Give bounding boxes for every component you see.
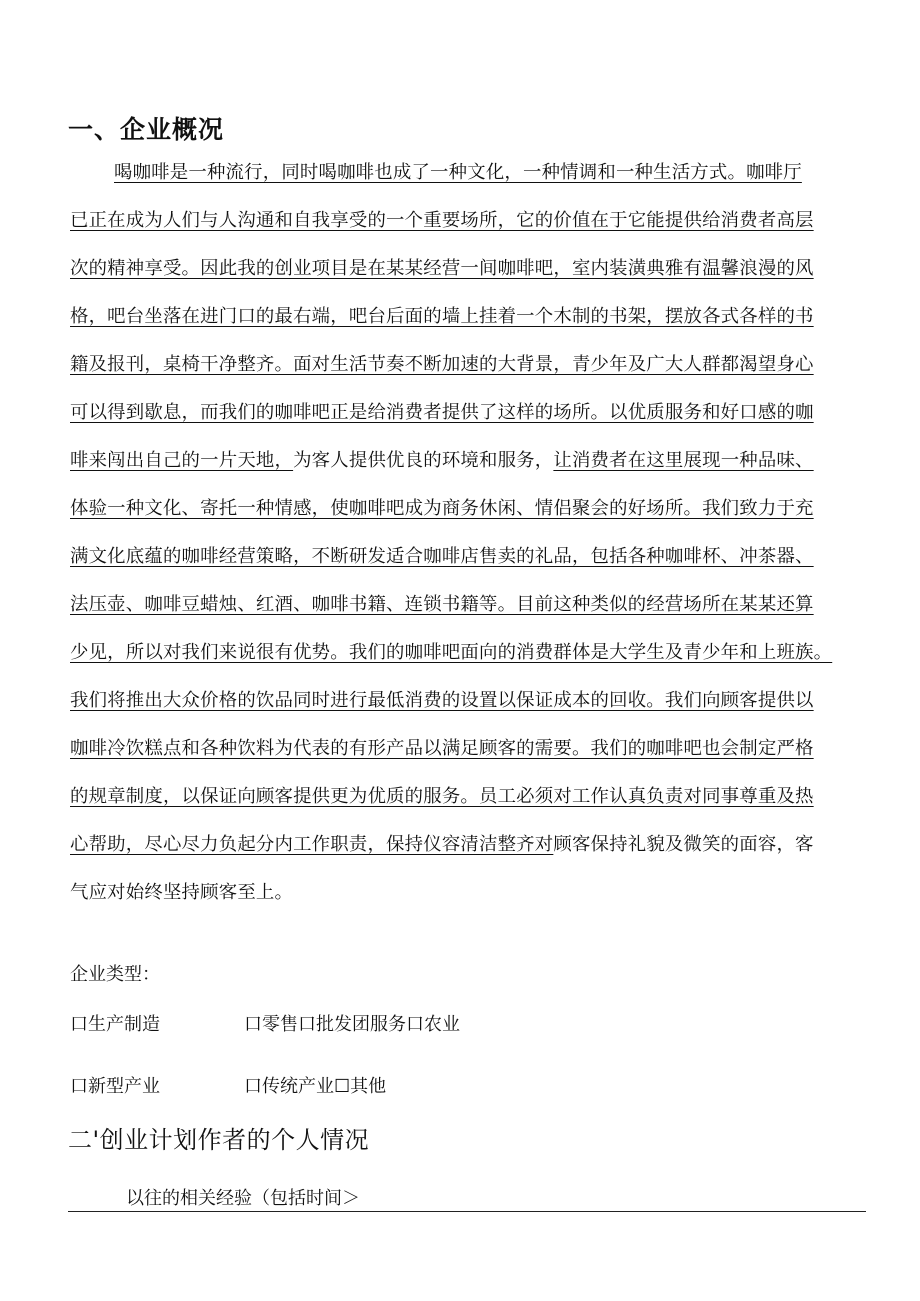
horizontal-rule [68,1211,866,1212]
option-group-retail-wholesale-service-agriculture[interactable]: 口零售口批发团服务口农业 [244,1014,460,1035]
plain-text: 为客人提供优良的环境和服务， [293,450,554,471]
option-group-traditional-other[interactable]: 口传统产业☐其他 [244,1076,387,1097]
paragraph-line [70,688,814,714]
underlined-text: 籍及报刊，桌椅干净整齐。面对生活节奏不断加速的大背景，青少年及广大人群都渴望身心 [70,354,814,375]
paragraph-line [70,208,814,234]
section-2-heading: 二'创业计划作者的个人情况 [68,1126,370,1154]
underlined-text: 的规章制度，以保证向顾客提供更为优质的服务。员工必须对工作认真负责对同事尊重及热 [70,786,814,807]
underlined-text: 体验一种文化、寄托一种情感，使咖啡吧成为商务休闲、情侣聚会的好场所。我们致力于充 [70,498,814,519]
paragraph-line [70,448,814,474]
underlined-text: 满文化底蕴的咖啡经营策略，不断研发适合咖啡店售卖的礼品，包括各种咖啡杯、冲茶器、 [70,546,814,567]
section-2-subheading: 以往的相关经验（包括时间＞ [126,1188,360,1209]
underlined-text: 格，吧台坐落在进门口的最右端，吧台后面的墙上挂着一个木制的书架，摆放各式各样的书 [70,306,814,327]
option-new-industry[interactable]: 口新型产业 [70,1076,160,1097]
option-production-manufacturing[interactable]: 口生产制造 [70,1014,160,1035]
plain-text: 气应对始终坚持顾客至上。 [70,882,294,903]
underlined-text: 已正在成为人们与人沟通和自我享受的一个重要场所，它的价值在于它能提供给消费者高层 [70,210,814,231]
paragraph-line [70,640,832,666]
underlined-text: 啡来闯出自己的一片天地， [70,450,294,471]
underlined-text: 心帮助，尽心尽力负起分内工作职责，保持仪容清洁整齐对 [70,834,554,855]
underlined-text: 咖啡冷饮糕点和各种饮料为代表的有形产品以满足顾客的需要。我们的咖啡吧也会制定严格 [70,738,814,759]
underlined-text: 少见，所以对我们来说很有优势。我们的咖啡吧面向的消费群体是大学生及青少年和上班族。 [70,642,833,663]
paragraph-line [70,784,814,810]
underlined-text: 我们将推出大众价格的饮品同时进行最低消费的设置以保证成本的回收。我们向顾客提供以 [70,690,814,711]
paragraph-line [70,736,814,762]
underlined-text: 喝咖啡是一种流行，同时喝咖啡也成了一种文化，一种情调和一种生活方式。咖啡厅 [114,162,802,183]
section-1-heading: 一、企业概况 [68,115,225,144]
plain-text: 顾客保持礼貌及微笑的面容，客 [553,834,814,855]
underlined-text: 让消费者在这里展现一种品味、 [553,450,814,471]
underlined-text: 次的精神享受。因此我的创业项目是在某某经营一间咖啡吧，室内装潢典雅有温馨浪漫的风 [70,258,814,279]
paragraph-line [70,592,814,618]
paragraph-line [70,256,814,282]
paragraph-line [70,352,814,378]
underlined-text: 可以得到歇息，而我们的咖啡吧正是给消费者提供了这样的场所。以优质服务和好口感的咖 [70,402,814,423]
paragraph-line [70,496,814,522]
paragraph-line [70,544,814,570]
paragraph-line [70,832,814,858]
paragraph-line [70,304,814,330]
enterprise-type-label: 企业类型： [70,964,160,985]
paragraph-line [114,160,802,186]
paragraph-line [70,880,293,906]
paragraph-line [70,400,814,426]
underlined-text: 法压壶、咖啡豆蜡烛、红酒、咖啡书籍、连锁书籍等。目前这种类似的经营场所在某某还算 [70,594,814,615]
